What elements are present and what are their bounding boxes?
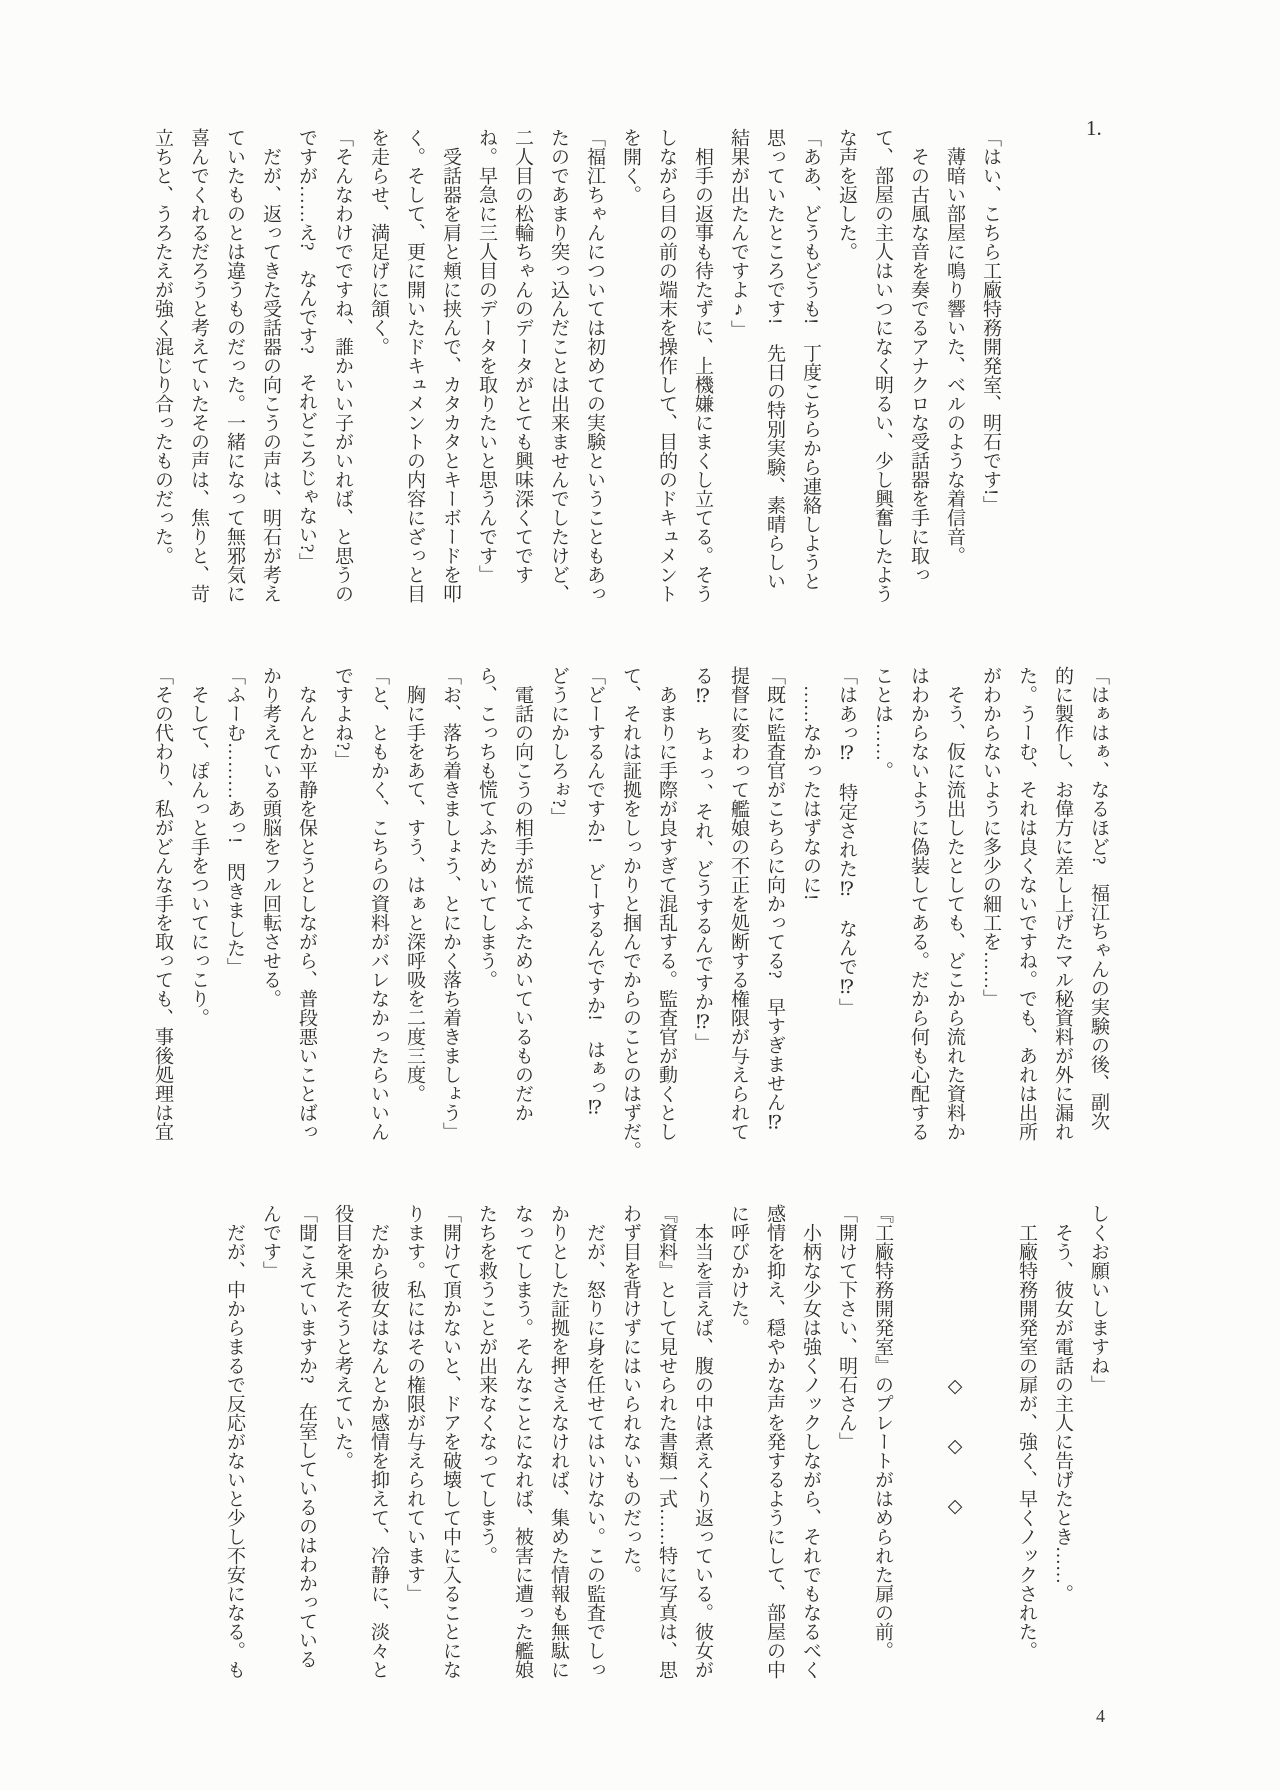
text-column: な声を返した。 [836,128,857,261]
text-column: 「開けて下さい、明石さん」 [836,1204,857,1451]
text-column: たちを救うことが出来なくなってしまう。 [476,1204,497,1565]
text-column: た。うーむ、それは良くないですね。でも、あれは出所 [1016,666,1037,1141]
text-column: 工廠特務開発室の扉が、強く、早くノックされた。 [1016,1204,1037,1660]
text-band-top [144,128,1116,628]
text-column: 立ちと、うろたえが強く混じり合ったものだった。 [152,128,173,565]
text-column: あまりに手際が良すぎて混乱する。監査官が動くとし [656,666,677,1141]
text-column: 的に製作し、お偉方に差し上げたマル秘資料が外に漏れ [1052,666,1073,1141]
text-column: そして、ぽんっと手をついてにっこり。 [188,666,209,1027]
text-column: なってしまう。そんなことになれば、被害に遭った艦娘 [512,1204,533,1679]
text-column: はわからないように偽装してある。だから何も心配する [908,666,929,1141]
text-column: 喜んでくれるだろうと考えていたその声は、焦りと、苛 [188,128,209,603]
text-column: 「福江ちゃんについては初めての実験ということもあっ [584,128,605,603]
text-column: しくお願いしますね」 [1088,1204,1109,1394]
text-column: 本当を言えば、腹の中は煮えくり返っている。彼女が [692,1204,713,1679]
text-column: て、部屋の主人はいつになく明るい、少し興奮したよう [872,128,893,603]
text-column: 結果が出たんですよ♪」 [728,128,749,339]
text-column: 「既に監査官がこちらに向かってる? 早すぎません⁉ [764,666,785,1134]
text-column: たのであまり突っ込んだことは出来ませんでしたけど、 [548,128,569,603]
text-column: 「どーするんですか! どーするんですか! はぁっ⁉ [584,666,605,1119]
text-column: 「その代わり、私がどんな手を取っても、事後処理は宜 [152,666,173,1141]
text-column: ……なかったはずなのに! [800,666,821,901]
text-column: 「と、ともかく、こちらの資料がバレなかったらいいん [368,666,389,1141]
text-column: て、それは証拠をしっかりと掴んでからのことのはずだ。 [620,666,641,1160]
text-column: 「はぁはぁ、なるほど? 福江ちゃんの実験の後、副次 [1088,666,1109,1131]
text-column: なんとか平静を保とうとしながら、普段悪いことばっ [296,666,317,1141]
text-band-bottom [216,1204,1116,1704]
text-column: だが、返ってきた受話器の向こうの声は、明石が考え [260,128,281,603]
section-number: 1. [1086,116,1102,140]
text-column: 胸に手をあて、すう、はぁと深呼吸を二度三度。 [404,666,425,1103]
text-column: 感情を抑え、穏やかな声を発するようにして、部屋の中 [764,1204,785,1679]
text-column: そう、彼女が電話の主人に告げたとき……。 [1052,1204,1073,1603]
text-column [1080,128,1116,628]
text-column: 『資料』として見せられた書類一式……特に写真は、思 [656,1204,677,1679]
text-column: 「はい、こちら工廠特務開発室、明石です!」 [980,128,1001,515]
text-column: ◇ ◇ ◇ [944,1204,965,1517]
text-column: 二人目の松輪ちゃんのデータがとても興味深くてです [512,128,533,584]
text-column: ですよね?」 [332,666,353,770]
text-column: 「そんなわけでですね、誰かいい子がいれば、と思うの [332,128,353,603]
text-column [972,1204,1008,1704]
text-column: を走らせ、満足げに頷く。 [368,128,389,356]
text-column: だから彼女はなんとか感情を抑えて、冷静に、淡々と [368,1204,389,1679]
text-column [1044,128,1080,628]
text-column: 「お、落ち着きましょう、とにかく落ち着きましょう」 [440,666,461,1141]
text-column: どうにかしろぉ?」 [548,666,569,827]
text-band-middle [144,666,1116,1166]
text-column: ります。私にはその権限が与えられています」 [404,1204,425,1603]
text-column: だが、中からまるで反応がないと少し不安になる。も [224,1204,245,1679]
text-column: ら、こっちも慌てふためいてしまう。 [476,666,497,989]
text-column: わず目を背けずにはいられないものだった。 [620,1204,641,1584]
text-column: 相手の返事も待たずに、上機嫌にまくし立てる。そう [692,128,713,603]
text-column: その古風な音を奏でるアナクロな受話器を手に取っ [908,128,929,584]
text-column: 提督に変わって艦娘の不正を処断する権限が与えられて [728,666,749,1141]
text-column: 「はあっ⁉ 特定された⁉ なんで⁉」 [836,666,857,1017]
text-column: 薄暗い部屋に鳴り響いた、ベルのような着信音。 [944,128,965,565]
text-column: 電話の向こうの相手が慌てふためいているものだか [512,666,533,1122]
text-column: かりとした証拠を押さえなければ、集めた情報も無駄に [548,1204,569,1679]
text-column [900,1204,936,1704]
text-column: 思っていたところです! 先日の特別実験、素晴らしい [764,128,785,591]
text-column: く。そして、更に開いたドキュメントの内容にざっと目 [404,128,425,603]
text-column: を開く。 [620,128,641,204]
text-column: ですが……え? なんです? それどころじゃない?」 [296,128,317,572]
text-column: 小柄な少女は強くノックしながら、それでもなるべく [800,1204,821,1679]
text-column: しながら目の前の端末を操作して、目的のドキュメント [656,128,677,603]
text-column: ていたものとは違うものだった。一緒になって無邪気に [224,128,245,603]
text-column: 「開けて頂かないと、ドアを破壊して中に入ることにな [440,1204,461,1679]
text-column: 「聞こえていますか? 在室しているのはわかっている [296,1204,317,1669]
text-column: ことは……。 [872,666,893,780]
text-column: に呼びかけた。 [728,1204,749,1337]
text-column: がわからないように多少の細工を……」 [980,666,1001,1008]
text-column: 受話器を肩と頬に挟んで、カタカタとキーボードを叩 [440,128,461,603]
text-column: んです」 [260,1204,281,1280]
text-column: 『工廠特務開発室』のプレートがはめられた扉の前。 [872,1204,893,1660]
text-column [1008,128,1044,628]
text-column: そう、仮に流出したとしても、どこから流れた資料か [944,666,965,1141]
text-column: だが、怒りに身を任せてはいけない。この監査でしっ [584,1204,605,1679]
text-column: ね。早急に三人目のデータを取りたいと思うんです」 [476,128,497,584]
page-number: 4 [1096,1706,1105,1726]
text-column: かり考えている頭脳をフル回転させる。 [260,666,281,1008]
text-column: る⁉ ちょっ、それ、どうするんですか⁉」 [692,666,713,1052]
text-column: 「ふーむ………あっ! 閃きました」 [224,666,245,977]
text-column: 「ああ、どうもどうも! 丁度こちらから連絡しようと [800,128,821,591]
text-column: 役目を果たそうと考えていた。 [332,1204,353,1470]
